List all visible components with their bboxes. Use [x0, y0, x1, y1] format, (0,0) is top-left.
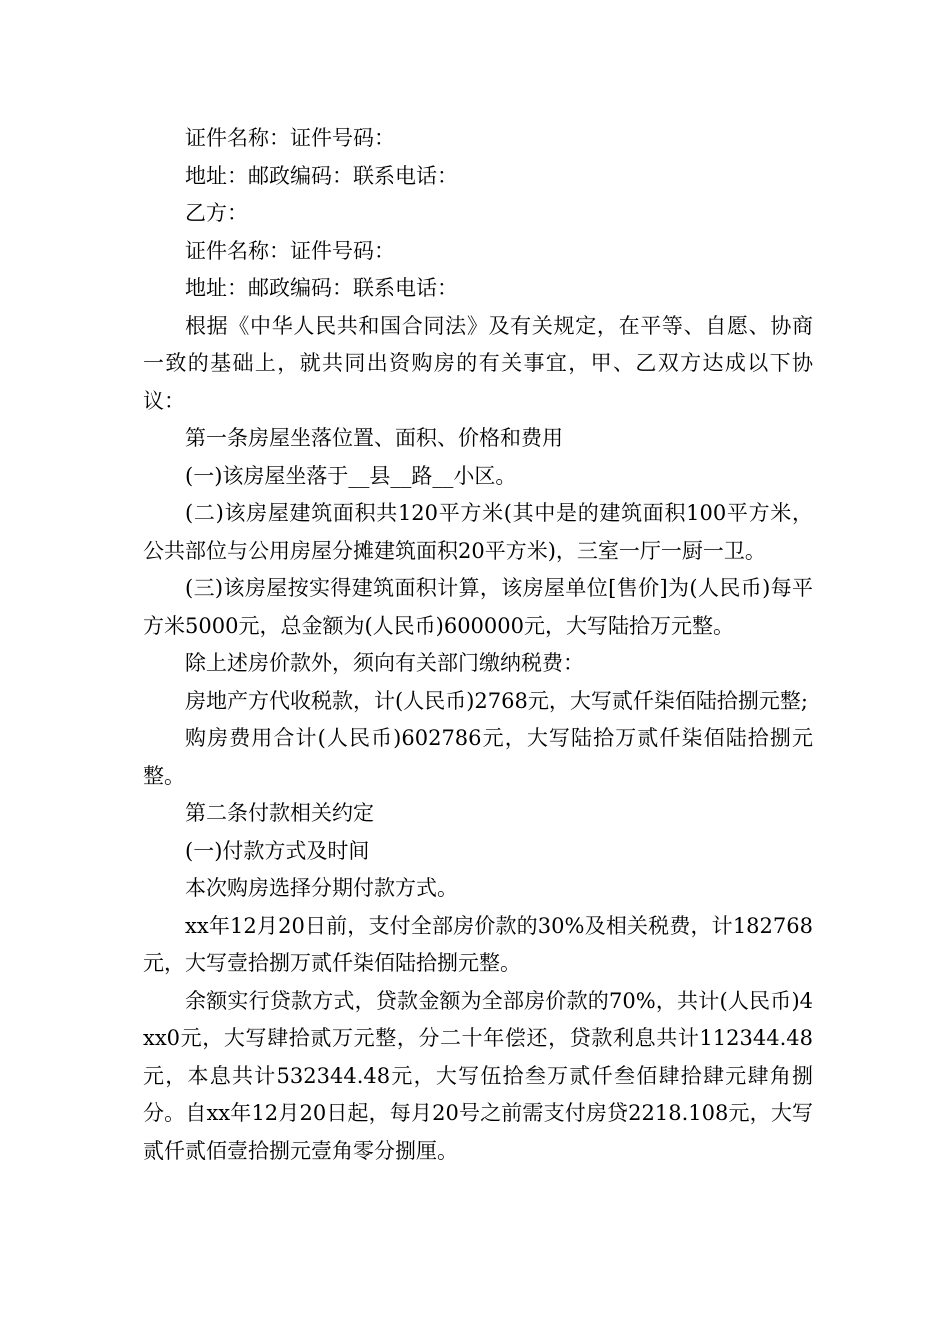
- article-1-item-2: (二)该房屋建筑面积共120平方米(其中是的建筑面积100平方米，公共部位与公用房屋分摊建筑面积20平方米)，三室一厅一厨一卫。: [143, 501, 813, 563]
- party-b-label: 乙方：: [185, 201, 248, 225]
- down-payment: xx年12月20日前，支付全部房价款的30%及相关税费，计182768元，大写壹拾捌万贰仟柒佰陆拾捌元整。: [143, 913, 813, 975]
- article-1-item-1: (一)该房屋坐落于__县__路__小区。: [185, 463, 517, 488]
- tax-amount: 房地产方代收税款，计(人民币)2768元，大写贰仟柒佰陆拾捌元整;: [185, 688, 808, 713]
- article-2-item-1: (一)付款方式及时间: [185, 838, 370, 863]
- id-type-line: 证件名称：证件号码：: [185, 126, 395, 150]
- article-2-heading: 第二条付款相关约定: [185, 801, 374, 825]
- preamble-paragraph: 根据《中华人民共和国合同法》及有关规定，在平等、自愿、协商一致的基础上，就共同出资购房的有关事宜，甲、乙双方达成以下协议：: [143, 313, 813, 413]
- article-1-item-3: (三)该房屋按实得建筑面积计算，该房屋单位[售价]为(人民币)每平方米5000元，总金额为(人民币)600000元，大写陆拾万元整。: [143, 576, 813, 638]
- document-page: [143, 120, 813, 1170]
- party-b-address-line: 地址：邮政编码：联系电话：: [185, 276, 458, 300]
- party-b-id-line: 证件名称：证件号码：: [185, 238, 395, 263]
- tax-intro: 除上述房价款外，须向有关部门缴纳税费：: [185, 651, 584, 675]
- loan-terms: 余额实行贷款方式，贷款金额为全部房价款的70%，共计(人民币)4xx0元，大写肆拾贰万元整，分二十年偿还，贷款利息共计112344.48元，本息共计532344.48元，大写伍拾叁万贰仟叁佰肆拾肆元肆角捌分。自xx年12月20日起，每月20号之前需支付房贷2218.108元，大写贰仟贰佰壹拾捌元壹角零分捌厘。: [143, 988, 813, 1163]
- payment-method: 本次购房选择分期付款方式。: [185, 876, 458, 900]
- total-cost: 购房费用合计(人民币)602786元，大写陆拾万贰仟柒佰陆拾捌元整。: [143, 726, 813, 788]
- article-1-heading: 第一条房屋坐落位置、面积、价格和费用: [185, 426, 563, 450]
- address-line: 地址：邮政编码：联系电话：: [185, 163, 458, 188]
